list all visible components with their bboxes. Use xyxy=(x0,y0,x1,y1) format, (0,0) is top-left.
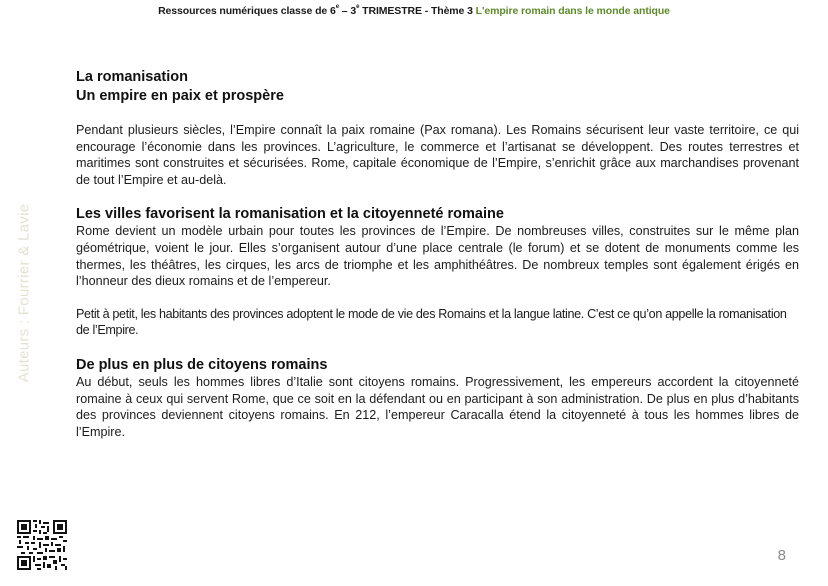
section-paragraph: Au début, seuls les hommes libres d’Italie sont citoyens romains. Progressivement, les empereurs accordent la citoyenneté romaine à ceux qui servent Rome, que ce soit en la défendant ou en participant à son administration. De plus en plus d’habitants des provinces deviennent citoyens romains. En 212, l’empereur Caracalla étend la citoyenneté à tous les hommes libres de l’Empire. xyxy=(76,374,799,439)
page-number: 8 xyxy=(777,547,786,564)
document-title: La romanisation xyxy=(76,69,188,85)
header-sup-class: e xyxy=(335,4,339,10)
page-header xyxy=(0,5,828,17)
header-sup-trimestre: e xyxy=(356,4,360,10)
spacer xyxy=(76,188,799,205)
section-heading: Les villes favorisent la romanisation et la citoyenneté romaine xyxy=(76,206,504,223)
qr-code[interactable] xyxy=(17,520,67,570)
header-theme-title: L'empire romain dans le monde antique xyxy=(475,5,670,17)
authors-watermark: Auteurs : Fourrier & Lavie xyxy=(15,203,33,383)
header-dash: – 3 xyxy=(338,5,357,17)
document-body xyxy=(76,68,799,440)
section-villes xyxy=(76,205,799,339)
spacer xyxy=(76,339,799,356)
section-heading: De plus en plus de citoyens romains xyxy=(76,356,328,373)
document-subtitle: Un empire en paix et prospère xyxy=(76,88,284,104)
section-paragraph: Rome devient un modèle urbain pour toutes les provinces de l’Empire. De nombreuses villes, construites sur le même plan géométrique, voient le jour. Elles s’organisent autour d’une place centrale (le forum) et se dotent de monuments comme les thermes, les théâtres, les cirques, les arcs de triomphe et les amphithéâtres. De nombreux temples sont également érigés en l’honneur des dieux romains et de l’empereur. xyxy=(76,224,799,289)
header-prefix: Ressources numériques classe de 6 xyxy=(158,5,336,17)
header-trimestre: TRIMESTRE - Thème 3 xyxy=(359,5,476,17)
intro-paragraph: Pendant plusieurs siècles, l’Empire connaît la paix romaine (Pax romana). Les Romains sécurisent leur vaste territoire, ce qui encourage l’économie dans les provinces. L’agriculture, le commerce et l’artisanat se développent. Des routes terrestres et maritimes sont construites et sécurisées. Rome, capitale économique de l’Empire, s’enrichit grâce aux marchandises provenant de tout l’Empire et au-delà. xyxy=(76,123,799,187)
qr-code-icon xyxy=(17,520,67,570)
section-paragraph: Petit à petit, les habitants des provinces adoptent le mode de vie des Romains et la langue latine. C’est ce qu’on appelle la romanisation de l’Empire. xyxy=(76,306,787,338)
spacer xyxy=(76,290,799,306)
section-citoyens xyxy=(76,356,799,440)
